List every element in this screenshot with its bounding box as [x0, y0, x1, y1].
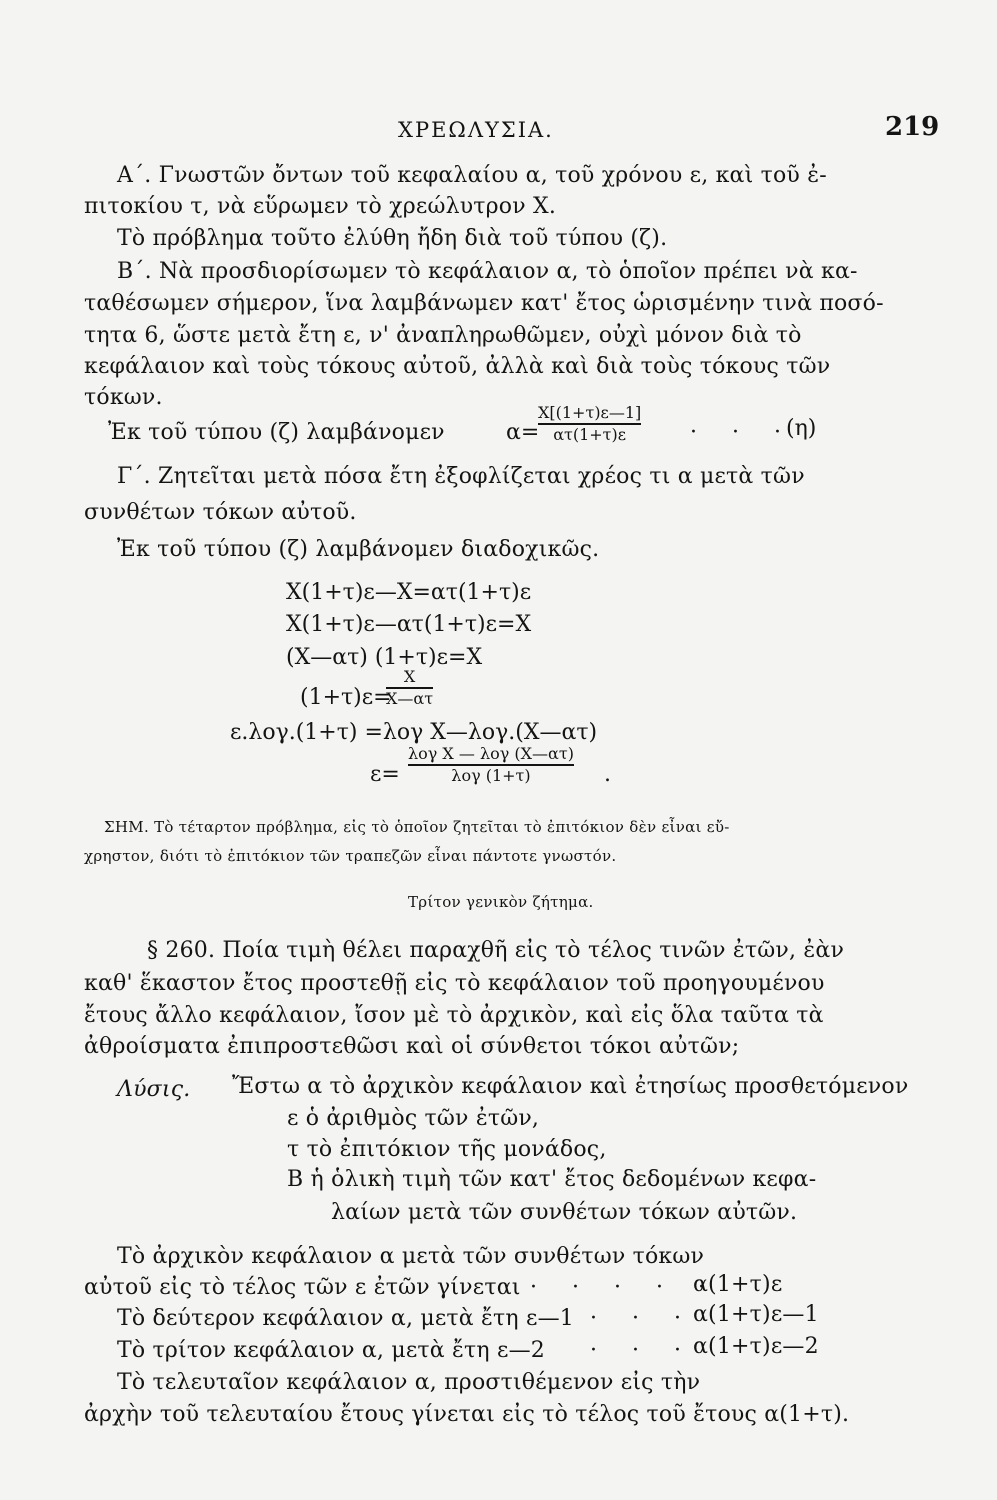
- table-row-1-text: αὐτοῦ εἰς τὸ τέλος τῶν ε ἐτῶν γίνεται: [84, 1275, 521, 1300]
- equation-6-numerator: λογ Χ — λογ (Χ—ατ): [408, 744, 574, 763]
- case-b-line-4: κεφάλαιον καὶ τοὺς τόκους αὐτοῦ, ἀλλὰ καὶ διὰ τοὺς τόκους τῶν: [84, 354, 831, 379]
- equation-3: (Χ—ατ) (1+τ)ε=Χ: [286, 645, 483, 670]
- equation-5: ε.λογ.(1+τ) =λογ Χ—λογ.(Χ—ατ): [230, 720, 598, 745]
- equation-4-lhs: (1+τ)ε=: [300, 685, 392, 710]
- case-b-line-5: τόκων.: [84, 385, 163, 410]
- formula-eta-dots: · · ·: [690, 420, 795, 445]
- table-row-3-value: α(1+τ)ε—2: [693, 1334, 819, 1359]
- table-line-1: Τὸ ἀρχικὸν κεφάλαιον α μετὰ τῶν συνθέτων τόκων: [117, 1244, 705, 1269]
- section-260-line-3: ἔτους ἄλλο κεφάλαιον, ἴσον μὲ τὸ ἀρχικὸν, καὶ εἰς ὅλα ταῦτα τὰ: [84, 1003, 824, 1028]
- solution-line-1: Ἔστω α τὸ ἀρχικὸν κεφάλαιον καὶ ἐτησίως προσθετόμενον: [232, 1074, 909, 1099]
- equation-4-denominator: Χ—ατ: [386, 688, 434, 708]
- case-a-line-3: Τὸ πρόβλημα τοῦτο ἐλύθη ἤδη διὰ τοῦ τύπου (ζ).: [117, 226, 668, 251]
- equation-4-fraction: [386, 668, 433, 707]
- case-b-line-2: ταθέσωμεν σήμερον, ἵνα λαμβάνωμεν κατ' ἔτος ὡρισμένην τινὰ ποσό-: [84, 291, 884, 316]
- case-c-line-1: Γ΄. Ζητεῖται μετὰ πόσα ἔτη ἐξοφλίζεται χρέος τι α μετὰ τῶν: [117, 464, 805, 489]
- case-c-line-2: συνθέτων τόκων αὐτοῦ.: [84, 500, 357, 525]
- table-row-1-value: α(1+τ)ε: [693, 1272, 783, 1297]
- running-title: ΧΡΕΩΛΥΣΙΑ.: [398, 118, 554, 142]
- table-row-2-dots: · · ·: [590, 1306, 695, 1331]
- solution-line-4: Β ἡ ὁλικὴ τιμὴ τῶν κατ' ἔτος δεδομένων κεφα-: [287, 1167, 817, 1192]
- equation-6-lhs: ε=: [370, 762, 400, 787]
- table-row-1-dots: · · · · ·: [530, 1275, 719, 1300]
- case-c-line-3: Ἐκ τοῦ τύπου (ζ) λαμβάνομεν διαδοχικῶς.: [117, 537, 600, 562]
- solution-line-2: ε ὁ ἀριθμὸς τῶν ἐτῶν,: [287, 1106, 540, 1131]
- table-row-3-dots: · · ·: [590, 1338, 695, 1363]
- note-line-1: ΣΗΜ. Τὸ τέταρτον πρόβλημα, εἰς τὸ ὁποῖον ζητεῖται τὸ ἐπιτόκιον δὲν εἶναι εὔ-: [104, 818, 730, 836]
- subheading: Τρίτον γενικὸν ζήτημα.: [408, 893, 594, 911]
- case-b-line-3: τητα 6, ὥστε μετὰ ἔτη ε, ν' ἀναπληρωθῶμεν, οὐχὶ μόνον διὰ τὸ: [84, 323, 802, 348]
- equation-1: Χ(1+τ)ε—Χ=ατ(1+τ)ε: [286, 580, 532, 605]
- table-row-3-text: Τὸ τρίτον κεφάλαιον α, μετὰ ἔτη ε—2: [117, 1338, 545, 1363]
- formula-eta-denominator: ατ(1+τ)ε: [553, 424, 627, 444]
- table-last-line-1: Τὸ τελευταῖον κεφάλαιον α, προστιθέμενον εἰς τὴν: [117, 1370, 701, 1395]
- section-260-line-2: καθ' ἕκαστον ἔτος προστεθῇ εἰς τὸ κεφάλαιον τοῦ προηγουμένου: [84, 971, 825, 996]
- page-number: 219: [885, 112, 940, 142]
- equation-6-end: .: [604, 762, 611, 787]
- case-a-line-1: Α΄. Γνωστῶν ὄντων τοῦ κεφαλαίου α, τοῦ χρόνου ε, καὶ τοῦ ἐ-: [117, 163, 827, 188]
- table-row-2-value: α(1+τ)ε—1: [693, 1302, 819, 1327]
- note-line-2: χρηστον, διότι τὸ ἐπιτόκιον τῶν τραπεζῶν εἶναι πάντοτε γνωστόν.: [84, 847, 617, 865]
- equation-6-denominator: λογ (1+τ): [451, 765, 531, 785]
- formula-eta-fraction: [538, 404, 641, 443]
- table-row-2-text: Τὸ δεύτερον κεφάλαιον α, μετὰ ἔτη ε—1: [117, 1306, 574, 1331]
- equation-2: Χ(1+τ)ε—ατ(1+τ)ε=Χ: [286, 612, 532, 637]
- solution-line-5: λαίων μετὰ τῶν συνθέτων τόκων αὐτῶν.: [331, 1200, 798, 1225]
- solution-label: Λύσις.: [117, 1077, 191, 1102]
- formula-eta-label: (η): [786, 416, 817, 441]
- formula-eta-intro: Ἐκ τοῦ τύπου (ζ) λαμβάνομεν: [108, 420, 445, 445]
- table-last-line-2: ἀρχὴν τοῦ τελευταίου ἔτους γίνεται εἰς τὸ τέλος τοῦ ἔτους α(1+τ).: [84, 1402, 850, 1427]
- case-a-line-2: πιτοκίου τ, νὰ εὕρωμεν τὸ χρεώλυτρον Χ.: [84, 194, 557, 219]
- case-b-line-1: Β΄. Νὰ προσδιορίσωμεν τὸ κεφάλαιον α, τὸ ὁποῖον πρέπει νὰ κα-: [117, 259, 858, 284]
- solution-line-3: τ τὸ ἐπιτόκιον τῆς μονάδος,: [287, 1137, 607, 1162]
- equation-4-numerator: Χ: [403, 667, 416, 686]
- equation-6-fraction: [408, 745, 574, 784]
- formula-eta-lhs: α=: [506, 420, 540, 445]
- section-260-line-1: § 260. Ποία τιμὴ θέλει παραχθῆ εἰς τὸ τέλος τινῶν ἐτῶν, ἐὰν: [147, 938, 845, 963]
- section-260-line-4: ἀθροίσματα ἐπιπροστεθῶσι καὶ οἱ σύνθετοι τόκοι αὐτῶν;: [84, 1034, 740, 1059]
- formula-eta-numerator: Χ[(1+τ)ε—1]: [538, 403, 642, 422]
